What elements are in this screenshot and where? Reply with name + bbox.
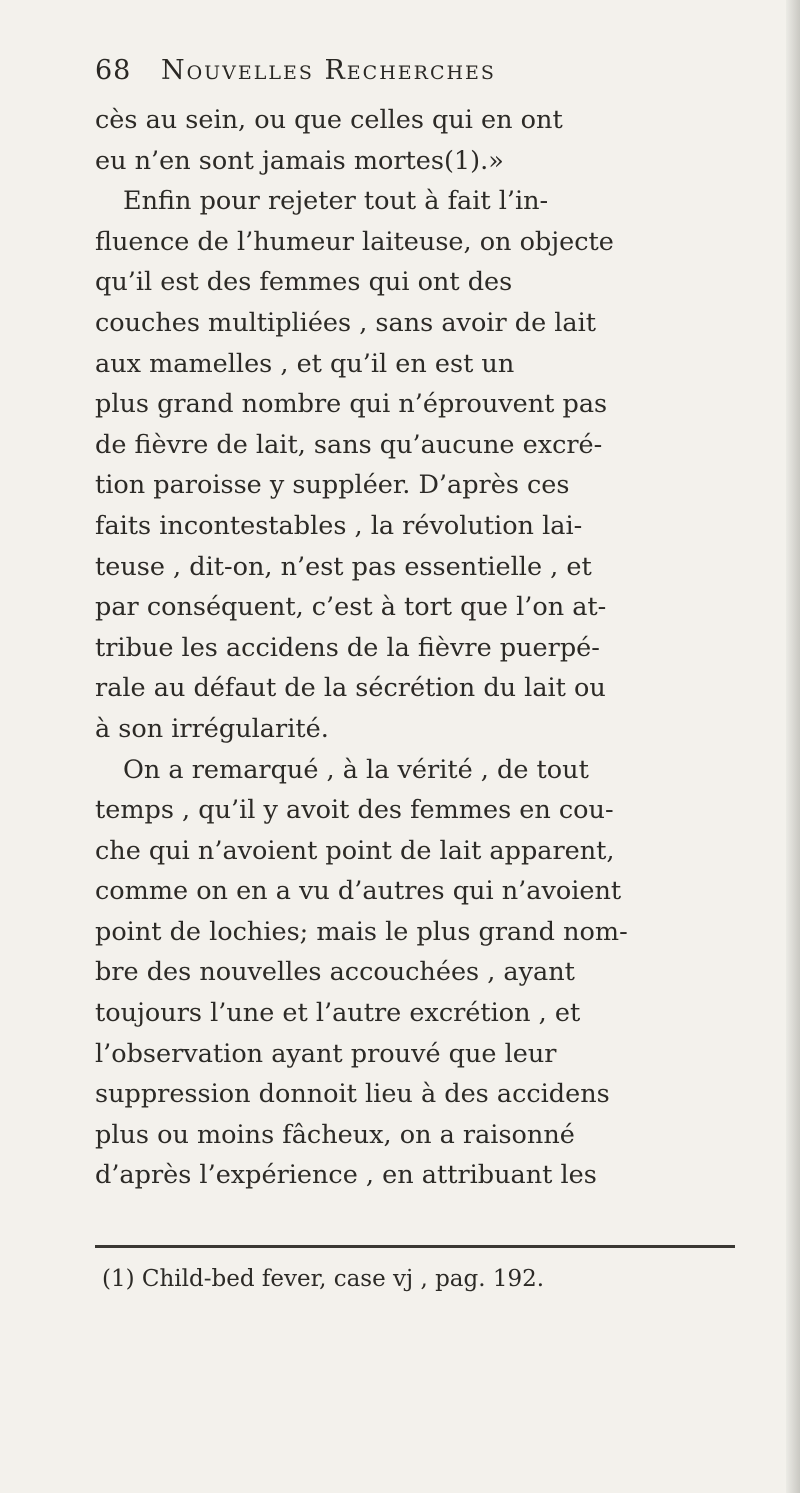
footnote: (1) Child-bed fever, case vj , pag. 192.	[102, 1266, 545, 1292]
text-line: faits incontestables , la révolution lai-	[95, 510, 583, 541]
page-edge	[786, 0, 800, 1493]
text-line: tribue les accidens de la fièvre puerpé-	[95, 632, 600, 663]
text-line: bre des nouvelles accouchées , ayant	[95, 957, 575, 988]
text-line: à son irrégularité.	[95, 713, 329, 744]
text-line: Enfin pour rejeter tout à fait l’in-	[123, 186, 549, 217]
text-line: couches multipliées , sans avoir de lait	[95, 307, 597, 338]
running-title: Nouvelles Recherches	[160, 55, 496, 86]
text-line: d’après l’expérience , en attribuant les	[95, 1160, 597, 1191]
text-line: suppression donnoit lieu à des accidens	[95, 1079, 610, 1110]
text-line: tion paroisse y suppléer. D’après ces	[95, 470, 570, 501]
text-line: cès au sein, ou que celles qui en ont	[95, 105, 563, 135]
text-line: plus grand nombre qui n’éprouvent pas	[95, 389, 608, 420]
text-line: qu’il est des femmes qui ont des	[95, 267, 513, 298]
text-line: teuse , dit-on, n’est pas essentielle , et	[95, 551, 592, 582]
body-text	[95, 100, 735, 1196]
text-line: che qui n’avoient point de lait apparent,	[95, 835, 615, 866]
text-line: l’observation ayant prouvé que leur	[95, 1038, 557, 1069]
text-line: point de lochies; mais le plus grand nom-	[95, 916, 628, 947]
text-line: toujours l’une et l’autre excrétion , et	[95, 998, 581, 1029]
text-line: comme on en a vu d’autres qui n’avoient	[95, 876, 622, 907]
text-line: eu n’en sont jamais mortes(1).»	[95, 145, 504, 176]
text-line: de fièvre de lait, sans qu’aucune excré-	[95, 429, 603, 460]
text-line: temps , qu’il y avoit des femmes en cou-	[95, 795, 614, 826]
text-line: fluence de l’humeur laiteuse, on objecte	[95, 226, 614, 257]
footnote-divider	[95, 1245, 735, 1248]
text-line: aux mamelles , et qu’il en est un	[95, 348, 515, 379]
text-line: par conséquent, c’est à tort que l’on at-	[95, 592, 607, 623]
text-line: On a remarqué , à la vérité , de tout	[123, 754, 589, 785]
page-header	[95, 55, 735, 86]
text-line: plus ou moins fâcheux, on a raisonné	[95, 1119, 575, 1150]
text-line: rale au défaut de la sécrétion du lait ou	[95, 673, 606, 704]
page-number: 68	[95, 55, 132, 86]
